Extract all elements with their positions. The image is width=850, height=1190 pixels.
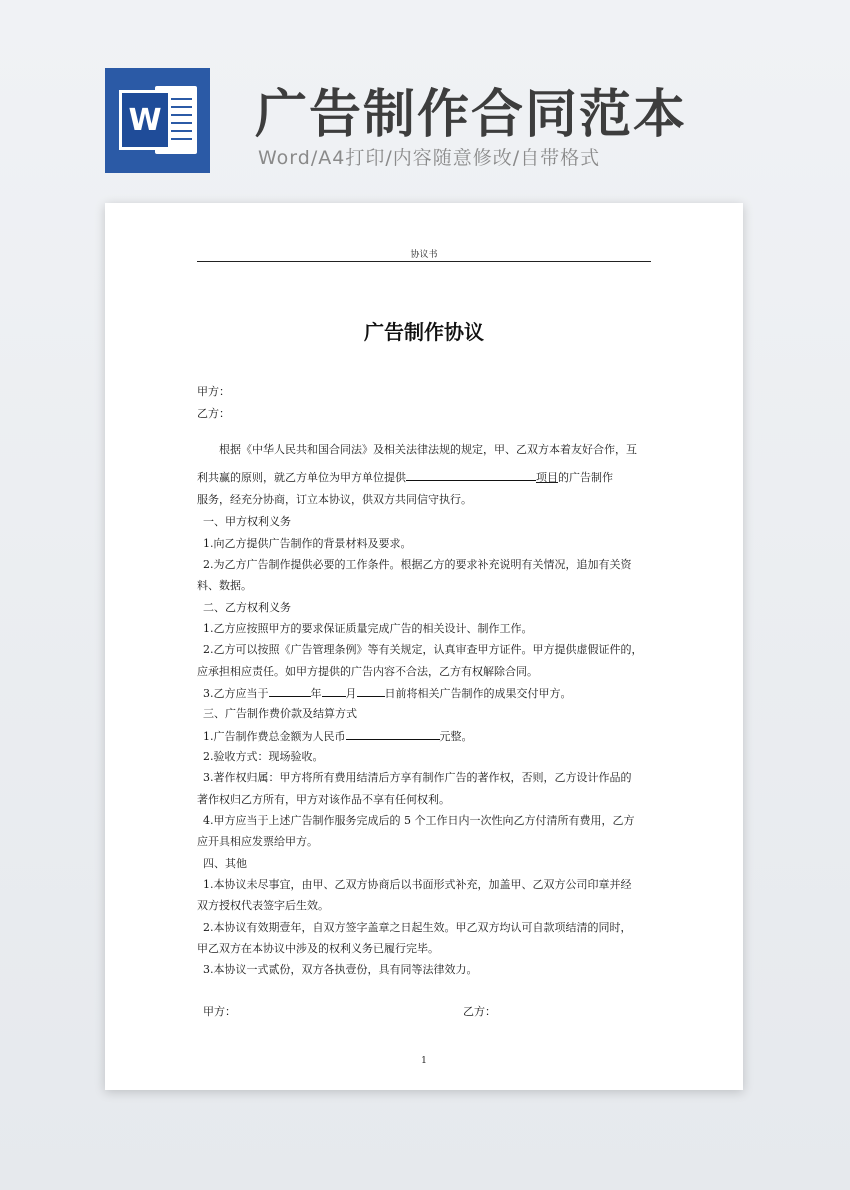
intro-line-3: 服务，经充分协商，订立本协议，供双方共同信守执行。 <box>197 493 472 506</box>
intro-text-2: 的广告制作 <box>558 471 613 484</box>
party-b-label: 乙方： <box>197 407 230 420</box>
section-1-heading: 一、甲方权利义务 <box>203 515 291 528</box>
month-label: 月 <box>345 687 357 700</box>
year-label: 年 <box>310 687 322 700</box>
word-letter: W <box>128 102 162 138</box>
clause-4-3: 3.本协议一式贰份，双方各执壹份，具有同等法律效力。 <box>203 963 478 976</box>
clause-text-2: 日前将相关广告制作的成果交付甲方。 <box>384 687 572 700</box>
clause-text: 3.乙方应当于 <box>203 687 269 700</box>
clause-3-1 <box>203 729 663 744</box>
clause-4-2-line-2: 甲乙双方在本协议中涉及的权利义务已履行完毕。 <box>197 942 439 955</box>
month-blank <box>322 686 346 697</box>
clause-1-2-line-1: 2.为乙方广告制作提供必要的工作条件。根据乙方的要求补充说明有关情况，追加有关资 <box>203 558 632 571</box>
clause-4-1-line-1: 1.本协议未尽事宜，由甲、乙双方协商后以书面形式补充，加盖甲、乙双方公司印章并经 <box>203 878 632 891</box>
clause-3-3-line-1: 3.著作权归属：甲方将所有费用结清后方享有制作广告的著作权，否则，乙方设计作品的 <box>203 771 632 784</box>
clause-3-4-line-2: 应开具相应发票给甲方。 <box>197 835 318 848</box>
header-rule <box>197 261 651 262</box>
intro-line-2 <box>197 470 657 485</box>
clause-2-1: 1.乙方应按照甲方的要求保证质量完成广告的相关设计、制作工作。 <box>203 622 533 635</box>
year-blank <box>269 686 311 697</box>
clause-3-3-line-2: 著作权归乙方所有，甲方对该作品不享有任何权利。 <box>197 793 450 806</box>
party-a-label: 甲方： <box>197 385 230 398</box>
word-app-icon <box>105 68 210 173</box>
signature-party-a: 甲方： <box>203 1005 236 1018</box>
signature-party-b: 乙方： <box>463 1005 496 1018</box>
clause-1-2-line-2: 料、数据。 <box>197 579 252 592</box>
hero-subtitle: Word/A4打印/内容随意修改/自带格式 <box>258 147 601 169</box>
clause-2-2-line-2: 应承担相应责任。如甲方提供的广告内容不合法，乙方有权解除合同。 <box>197 665 538 678</box>
project-blank <box>406 470 536 481</box>
intro-line-1: 根据《中华人民共和国合同法》及相关法律法规的规定，甲、乙双方本着友好合作，互 <box>219 443 637 456</box>
clause-2-2-line-1: 2.乙方可以按照《广告管理条例》等有关规定，认真审查甲方证件。甲方提供虚假证件的， <box>203 643 643 656</box>
clause-3-4-line-1: 4.甲方应当于上述广告制作服务完成后的 5 个工作日内一次性向乙方付清所有费用，乙方 <box>203 814 635 827</box>
clause-2-3 <box>203 686 663 701</box>
page-number: 1 <box>421 1056 427 1066</box>
section-2-heading: 二、乙方权利义务 <box>203 601 291 614</box>
clause-4-1-line-2: 双方授权代表签字后生效。 <box>197 899 329 912</box>
section-3-heading: 三、广告制作费价款及结算方式 <box>203 707 357 720</box>
clause-text-2: 元整。 <box>439 730 473 743</box>
section-4-heading: 四、其他 <box>203 857 247 870</box>
document-page <box>105 203 743 1090</box>
clause-1-1: 1.向乙方提供广告制作的背景材料及要求。 <box>203 537 412 550</box>
word-letter-badge <box>119 90 171 150</box>
day-blank <box>357 686 385 697</box>
hero-title: 广告制作合同范本 <box>255 85 688 145</box>
document-title: 广告制作协议 <box>364 320 484 344</box>
clause-3-2: 2.验收方式：现场验收。 <box>203 750 324 763</box>
clause-text: 1.广告制作费总金额为人民币 <box>203 730 346 743</box>
intro-text: 利共赢的原则，就乙方单位为甲方单位提供 <box>197 471 406 484</box>
clause-4-2-line-1: 2.本协议有效期壹年，自双方签字盖章之日起生效。甲乙双方均认可自款项结清的同时， <box>203 921 632 934</box>
running-header: 协议书 <box>410 250 438 260</box>
intro-project: 项目 <box>536 471 558 484</box>
amount-blank <box>346 729 440 740</box>
